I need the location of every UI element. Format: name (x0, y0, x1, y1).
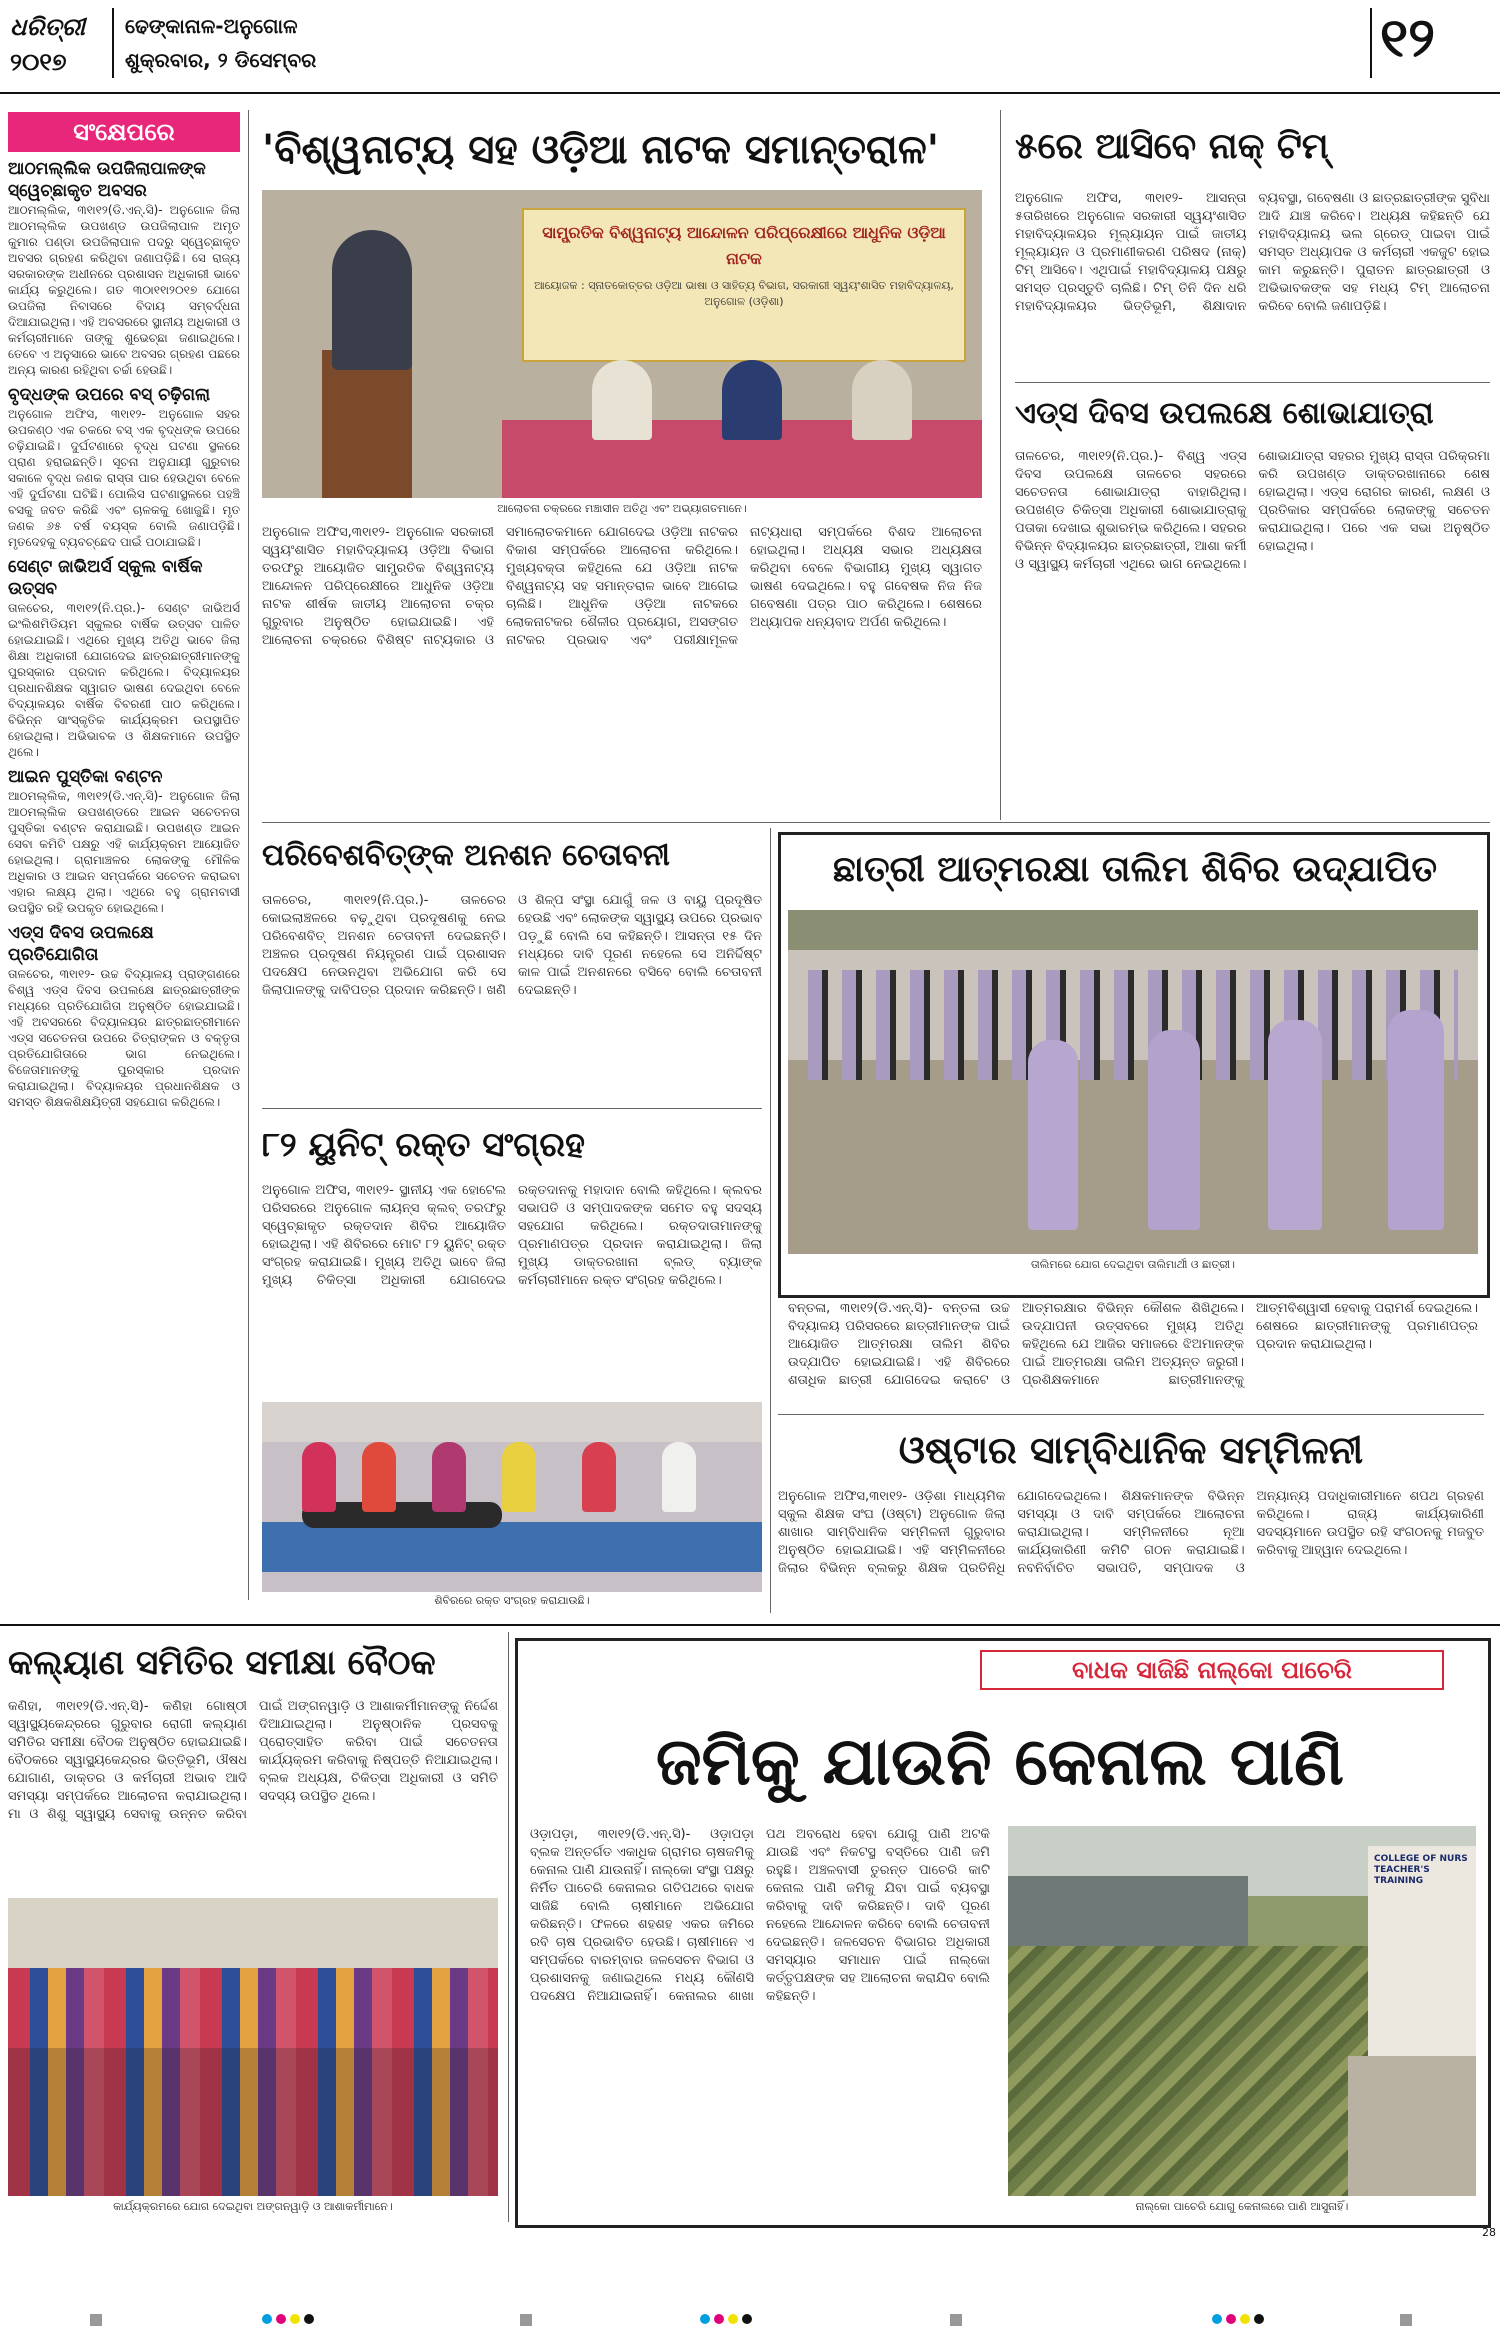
aids-rally-headline: ଏଡ୍ସ ଦିବସ ଉପଲକ୍ଷେ ଶୋଭାଯାତ୍ରା (1015, 396, 1434, 431)
sidebar (8, 112, 240, 1592)
color-dot-black (1254, 2314, 1264, 2324)
masthead-divider (112, 8, 114, 78)
aids-rally-body: ତାଳଚେର, ୩୧ା୧୨(ନି.ପ୍ର.)- ବିଶ୍ୱ ଏଡ୍ସ ଦିବସ ଉପଲକ୍ଷେ ତାଳଚେର ସହରରେ ସଚେତନତା ଶୋଭାଯାତ୍ରା ବାହାରିଥିଲା। ଉପଖଣ୍ଡ ଚିକିତ୍ସା ଅଧିକାରୀ ଶୋଭାଯାତ୍ରାକୁ ପତାକା ଦେଖାଇ ଶୁଭାରମ୍ଭ କରିଥିଲେ। ସହରର ବିଭିନ୍ନ ବିଦ୍ୟାଳୟର ଛାତ୍ରଛାତ୍ରୀ, ଆଶା କର୍ମୀ ଓ ସ୍ୱାସ୍ଥ୍ୟ କର୍ମଚାରୀ ଏଥିରେ ଭାଗ ନେଇଥିଲେ। ଶୋଭାଯାତ୍ରା ସହରର ମୁଖ୍ୟ ରାସ୍ତା ପରିକ୍ରମା କରି ଉପଖଣ୍ଡ ଡାକ୍ତରଖାନାରେ ଶେଷ ହୋଇଥିଲା। ଏଡ୍ସ ରୋଗର କାରଣ, ଲକ୍ଷଣ ଓ ପ୍ରତିକାର ସମ୍ପର୍କରେ ଲୋକଙ୍କୁ ସଚେତନ କରାଯାଇଥିଲା। ପରେ ଏକ ସଭା ଅନୁଷ୍ଠିତ ହୋଇଥିଲା। (1015, 449, 1490, 572)
brief-item (8, 384, 240, 550)
welfare-body: କଣିହା, ୩୧ା୧୨(ଡି.ଏନ୍.ସି)- କଣିହା ଗୋଷ୍ଠୀ ସ୍ୱାସ୍ଥ୍ୟକେନ୍ଦ୍ରରେ ଗୁରୁବାର ରୋଗୀ କଲ୍ୟାଣ ସମିତିର ସମୀକ୍ଷା ବୈଠକ ଅନୁଷ୍ଠିତ ହୋଇଯାଇଛି। ବୈଠକରେ ସ୍ୱାସ୍ଥ୍ୟକେନ୍ଦ୍ରର ଭିତ୍ତିଭୂମି, ଔଷଧ ଯୋଗାଣ, ଡାକ୍ତର ଓ କର୍ମଚାରୀ ଅଭାବ ଆଦି ସମସ୍ୟା ସମ୍ପର୍କରେ ଆଲୋଚନା କରାଯାଇଥିଲା। ମା ଓ ଶିଶୁ ସ୍ୱାସ୍ଥ୍ୟ ସେବାକୁ ଉନ୍ନତ କରିବା ପାଇଁ ଅଙ୍ଗନୱାଡ଼ି ଓ ଆଶାକର୍ମୀମାନଙ୍କୁ ନିର୍ଦ୍ଦେଶ ଦିଆଯାଇଥିଲା। ଅନୁଷ୍ଠାନିକ ପ୍ରସବକୁ ପ୍ରୋତ୍ସାହିତ କରିବା ପାଇଁ ସଚେତନତା କାର୍ଯ୍ୟକ୍ରମ କରିବାକୁ ନିଷ୍ପତ୍ତି ନିଆଯାଇଥିଲା। ବ୍ଲକ ଅଧ୍ୟକ୍ଷ, ଚିକିତ୍ସା ଅଧିକାରୀ ଓ ସମିତି ସଦସ୍ୟ ଉପସ୍ଥିତ ଥିଲେ। (8, 1699, 498, 1822)
color-dot-yellow (1240, 2314, 1250, 2324)
shed-building (1008, 1876, 1248, 1946)
speaker-figure (332, 230, 412, 370)
canal-photo (1008, 1826, 1476, 2196)
welfare-headline: କଲ୍ୟାଣ ସମିତିର ସମୀକ୍ଷା ବୈଠକ (8, 1643, 436, 1683)
color-dot-cyan (1212, 2314, 1222, 2324)
podium (322, 350, 412, 498)
overgrown-canal (1008, 1946, 1368, 2196)
attendee-figure (302, 1442, 336, 1512)
nac-body: ଅନୁଗୋଳ ଅଫିସ, ୩୧ା୧୨- ଆସନ୍ତା ୫ତାରିଖରେ ଅନୁଗୋଳ ସରକାରୀ ସ୍ୱୟଂଶାସିତ ମହାବିଦ୍ୟାଳୟର ମୂଲ୍ୟାୟନ ପାଇଁ ଜାତୀୟ ମୂଲ୍ୟାୟନ ଓ ପ୍ରମାଣୀକରଣ ପରିଷଦ (ନାକ୍) ଟିମ୍ ଆସିବେ। ଏଥିପାଇଁ ମହାବିଦ୍ୟାଳୟ ପକ୍ଷରୁ ସମସ୍ତ ପ୍ରସ୍ତୁତି ଚାଲିଛି। ଟିମ୍ ତିନି ଦିନ ଧରି ମହାବିଦ୍ୟାଳୟର ଭିତ୍ତିଭୂମି, ଶିକ୍ଷାଦାନ ବ୍ୟବସ୍ଥା, ଗବେଷଣା ଓ ଛାତ୍ରଛାତ୍ରୀଙ୍କ ସୁବିଧା ଆଦି ଯାଞ୍ଚ କରିବେ। ଅଧ୍ୟକ୍ଷ କହିଛନ୍ତି ଯେ ମହାବିଦ୍ୟାଳୟ ଭଲ ଗ୍ରେଡ୍ ପାଇବା ପାଇଁ ସମସ୍ତ ଅଧ୍ୟାପକ ଓ କର୍ମଚାରୀ ଏକଜୁଟ ହୋଇ କାମ କରୁଛନ୍ତି। ପୁରାତନ ଛାତ୍ରଛାତ୍ରୀ ଓ ଅଭିଭାବକଙ୍କ ସହ ମଧ୍ୟ ଟିମ୍ ଆଲୋଚନା କରିବେ ବୋଲି ଜଣାପଡ଼ିଛି। (1015, 191, 1490, 314)
attendee-figure (362, 1442, 396, 1512)
banner-strip (262, 1402, 762, 1442)
story-rule (1015, 382, 1490, 383)
college-sign: COLLEGE OF NURS TEACHER'S TRAINING (1374, 1854, 1468, 1886)
brief-body: ଅନୁଗୋଳ ଅଫିସ, ୩୧ା୧୨- ଅନୁଗୋଳ ସହର ଉପକଣ୍ଠ ଏକ ଚକରେ ବସ୍ ଏକ ବୃଦ୍ଧଙ୍କ ଉପରେ ଚଢ଼ିଯାଇଛି। ଦୁର୍ଘଟଣାରେ ବୃଦ୍ଧ ଘଟଣା ସ୍ଥଳରେ ପ୍ରାଣ ହରାଇଛନ୍ତି। ସୂଚନା ଅନୁଯାୟୀ ଗୁରୁବାର ସକାଳେ ବୃଦ୍ଧ ଜଣକ ରାସ୍ତା ପାର ହେଉଥିବା ବେଳେ ଏହି ଦୁର୍ଘଟଣା ଘଟିଛି। ପୋଲିସ ଘଟଣାସ୍ଥଳରେ ପହଞ୍ଚି ବସକୁ ଜବତ କରିଛି ଏବଂ ଚାଳକକୁ ଖୋଜୁଛି। ମୃତ ଜଣକ ୬୫ ବର୍ଷ ବୟସ୍କ ବୋଲି ଜଣାପଡ଼ିଛି। ମୃତଦେହକୁ ବ୍ୟବଚ୍ଛେଦ ପାଇଁ ପଠାଯାଇଛି। (8, 407, 240, 549)
story-rule (778, 1414, 1484, 1415)
color-dot-magenta (276, 2314, 286, 2324)
drama-photo (262, 190, 982, 498)
student-figure (1268, 1020, 1322, 1230)
attendee-figure (582, 1442, 616, 1512)
brief-item (8, 922, 240, 1110)
welfare-caption: କାର୍ଯ୍ୟକ୍ରମରେ ଯୋଗ ଦେଇଥିବା ଅଙ୍ଗନୱାଡ଼ି ଓ ଆଶାକର୍ମୀମାନେ। (113, 2200, 393, 2213)
drama-body: ଅନୁଗୋଳ ଅଫିସ,୩୧ା୧୨- ଅନୁଗୋଳ ସରକାରୀ ସ୍ୱୟଂଶାସିତ ମହାବିଦ୍ୟାଳୟ ଓଡ଼ିଆ ବିଭାଗ ତରଫରୁ ଆୟୋଜିତ ସାମ୍ପ୍ରତିକ ବିଶ୍ୱନାଟ୍ୟ ଆନ୍ଦୋଳନ ପରିପ୍ରେକ୍ଷୀରେ ଆଧୁନିକ ଓଡ଼ିଆ ନାଟକ ଶୀର୍ଷକ ଜାତୀୟ ଆଲୋଚନା ଚକ୍ର ଗୁରୁବାର ଅନୁଷ୍ଠିତ ହୋଇଯାଇଛି। ଏହି ଆଲୋଚନା ଚକ୍ରରେ ବିଶିଷ୍ଟ ନାଟ୍ୟକାର ଓ ସମାଲୋଚକମାନେ ଯୋଗଦେଇ ଓଡ଼ିଆ ନାଟକର ବିକାଶ ସମ୍ପର୍କରେ ଆଲୋଚନା କରିଥିଲେ। ମୁଖ୍ୟବକ୍ତା କହିଥିଲେ ଯେ ଓଡ଼ିଆ ନାଟକ ବିଶ୍ୱନାଟ୍ୟ ସହ ସମାନ୍ତରାଳ ଭାବେ ଆଗେଇ ଚାଲିଛି। ଆଧୁନିକ ଓଡ଼ିଆ ନାଟକରେ ଲୋକନାଟକର ଶୈଳୀର ପ୍ରୟୋଗ, ଅସଙ୍ଗତ ନାଟକର ପ୍ରଭାବ ଏବଂ ପରୀକ୍ଷାମୂଳକ ନାଟ୍ୟଧାରା ସମ୍ପର୍କରେ ବିଶଦ ଆଲୋଚନା ହୋଇଥିଲା। ଅଧ୍ୟକ୍ଷ ସଭାର ଅଧ୍ୟକ୍ଷତା କରିଥିବା ବେଳେ ବିଭାଗୀୟ ମୁଖ୍ୟ ସ୍ୱାଗତ ଭାଷଣ ଦେଇଥିଲେ। ବହୁ ଗବେଷକ ନିଜ ନିଜ ଗବେଷଣା ପତ୍ର ପାଠ କରିଥିଲେ। ଶେଷରେ ଅଧ୍ୟାପକ ଧନ୍ୟବାଦ ଅର୍ପଣ କରିଥିଲେ। (262, 525, 982, 648)
blood-caption: ଶିବିରରେ ରକ୍ତ ସଂଗ୍ରହ କରାଯାଉଛି। (434, 1594, 590, 1607)
hunger-strike-headline: ପରିବେଶବିତ୍‌ଙ୍କ ଅନଶନ ଚେତାବନୀ (262, 838, 670, 873)
column-divider (508, 1632, 509, 2222)
self-defense-caption: ତାଲିମରେ ଯୋଗ ଦେଇଥିବା ତାଲିମାର୍ଥୀ ଓ ଛାତ୍ରୀ। (1031, 1258, 1235, 1271)
oasta-headline: ଓଷ୍ଟାର ସାମ୍ବିଧାନିକ ସମ୍ମିଳନୀ (898, 1428, 1364, 1472)
attendee-figure (662, 1442, 696, 1512)
masthead-date: ଶୁକ୍ରବାର, ୨ ଡିସେମ୍ବର (125, 48, 317, 72)
donor-bed (262, 1522, 762, 1572)
attendee-figure (502, 1442, 536, 1512)
drama-banner-sub: ଆୟୋଜକ : ସ୍ନାତକୋତ୍ତର ଓଡ଼ିଆ ଭାଷା ଓ ସାହିତ୍ୟ ବିଭାଗ, ସରକାରୀ ସ୍ୱୟଂଶାସିତ ମହାବିଦ୍ୟାଳୟ, ଅନୁଗୋଳ (ଓଡ଼ିଶା) (534, 279, 954, 308)
brief-item (8, 766, 240, 916)
section-rule (0, 1624, 1500, 1626)
brief-body: ତାଳଚେର, ୩୧ା୧୨(ନି.ପ୍ର.)- ସେଣ୍ଟ ଜାଭିଅର୍ସ ଇଂଲିଶମିଡିୟମ ସ୍କୁଲର ବାର୍ଷିକ ଉତ୍ସବ ପାଳିତ ହୋଇଯାଇଛି। ଏଥିରେ ମୁଖ୍ୟ ଅତିଥି ଭାବେ ଜିଲା ଶିକ୍ଷା ଅଧିକାରୀ ଯୋଗଦେଇ ଛାତ୍ରଛାତ୍ରୀମାନଙ୍କୁ ପୁରସ୍କାର ପ୍ରଦାନ କରିଥିଲେ। ବିଦ୍ୟାଳୟର ପ୍ରଧାନଶିକ୍ଷକ ସ୍ୱାଗତ ଭାଷଣ ଦେଇଥିବା ବେଳେ ବିଦ୍ୟାଳୟର ବାର୍ଷିକ ବିବରଣୀ ପାଠ କରିଥିଲେ। ବିଭିନ୍ନ ସାଂସ୍କୃତିକ କାର୍ଯ୍ୟକ୍ରମ ଉପସ୍ଥାପିତ ହୋଇଥିଲା। ଅଭିଭାବକ ଓ ଶିକ୍ଷକମାନେ ଉପସ୍ଥିତ ଥିଲେ। (8, 601, 240, 759)
brief-title: ଆଇନ ପୁସ୍ତିକା ବଣ୍ଟନ (8, 767, 163, 787)
student-figure (1028, 1040, 1078, 1230)
tree-line (788, 910, 1478, 950)
student-figure (1148, 1030, 1200, 1230)
masthead-year: ୨୦୧୭ (10, 48, 67, 76)
section-rule (262, 822, 1490, 823)
welfare-photo (8, 1898, 498, 2196)
masthead-rule (0, 92, 1500, 94)
oasta-body: ଅନୁଗୋଳ ଅଫିସ,୩୧ା୧୨- ଓଡ଼ିଶା ମାଧ୍ୟମିକ ସ୍କୁଲ ଶିକ୍ଷକ ସଂଘ (ଓଷ୍ଟା) ଅନୁଗୋଳ ଜିଲା ଶାଖାର ସାମ୍ବିଧାନିକ ସମ୍ମିଳନୀ ଗୁରୁବାର ଅନୁଷ୍ଠିତ ହୋଇଯାଇଛି। ଏହି ସମ୍ମିଳନୀରେ ଜିଲାର ବିଭିନ୍ନ ବ୍ଲକରୁ ଶିକ୍ଷକ ପ୍ରତିନିଧି ଯୋଗଦେଇଥିଲେ। ଶିକ୍ଷକମାନଙ୍କ ବିଭିନ୍ନ ସମସ୍ୟା ଓ ଦାବି ସମ୍ପର୍କରେ ଆଲୋଚନା କରାଯାଇଥିଲା। ସମ୍ମିଳନୀରେ ନୂଆ କାର୍ଯ୍ୟକାରିଣୀ କମିଟି ଗଠନ କରାଯାଇଛି। ନବନିର୍ବାଚିତ ସଭାପତି, ସମ୍ପାଦକ ଓ ଅନ୍ୟାନ୍ୟ ପଦାଧିକାରୀମାନେ ଶପଥ ଗ୍ରହଣ କରିଥିଲେ। ରାଜ୍ୟ କାର୍ଯ୍ୟକାରିଣୀ ସଦସ୍ୟମାନେ ଉପସ୍ଥିତ ରହି ସଂଗଠନକୁ ମଜବୁତ କରିବାକୁ ଆହ୍ୱାନ ଦେଇଥିଲେ। (778, 1489, 1484, 1576)
nac-headline: ୫ରେ ଆସିବେ ନାକ୍ ଟିମ୍ (1015, 126, 1329, 167)
seated-row-shade (8, 2048, 498, 2196)
self-defense-body: ବନ୍ତଳା, ୩୧ା୧୨(ଡି.ଏନ୍.ସି)- ବନ୍ତଳା ଉଚ୍ଚ ବିଦ୍ୟାଳୟ ପରିସରରେ ଛାତ୍ରୀମାନଙ୍କ ପାଇଁ ଆୟୋଜିତ ଆତ୍ମରକ୍ଷା ତାଲିମ ଶିବିର ଉଦ୍‌ଯାପିତ ହୋଇଯାଇଛି। ଏହି ଶିବିରରେ ଶତାଧିକ ଛାତ୍ରୀ ଯୋଗଦେଇ କରାଟେ ଓ ଆତ୍ମରକ୍ଷାର ବିଭିନ୍ନ କୌଶଳ ଶିଖିଥିଲେ। ଉଦ୍‌ଯାପନୀ ଉତ୍ସବରେ ମୁଖ୍ୟ ଅତିଥି କହିଥିଲେ ଯେ ଆଜିର ସମାଜରେ ଝିଅମାନଙ୍କ ପାଇଁ ଆତ୍ମରକ୍ଷା ତାଲିମ ଅତ୍ୟନ୍ତ ଜରୁରୀ। ପ୍ରଶିକ୍ଷକମାନେ ଛାତ୍ରୀମାନଙ୍କୁ ଆତ୍ମବିଶ୍ୱାସୀ ହେବାକୁ ପରାମର୍ଶ ଦେଇଥିଲେ। ଶେଷରେ ଛାତ୍ରୀମାନଙ୍କୁ ପ୍ରମାଣପତ୍ର ପ୍ରଦାନ କରାଯାଇଥିଲା। (788, 1301, 1478, 1388)
wall-backdrop (8, 1898, 498, 1978)
drama-caption: ଆଲୋଚନା ଚକ୍ରରେ ମଞ୍ଚାସୀନ ଅତିଥି ଏବଂ ଅଭ୍ୟାଗତମାନେ। (497, 502, 747, 515)
column-divider (1000, 110, 1001, 820)
color-dot-magenta (1226, 2314, 1236, 2324)
blood-photo (262, 1402, 762, 1592)
story-rule (262, 1108, 762, 1109)
drama-headline: 'ବିଶ୍ୱନାଟ୍ୟ ସହ ଓଡ଼ିଆ ନାଟକ ସମାନ୍ତରାଳ' (262, 127, 939, 173)
guest-figure (852, 360, 912, 440)
brief-title: ସେଣ୍ଟ ଜାଭିଅର୍ସ ସ୍କୁଲ ବାର୍ଷିକ ଉତ୍ସବ (8, 557, 203, 599)
canal-headline: ଜମିକୁ ଯାଉନି କେନାଲ ପାଣି (655, 1723, 1345, 1800)
brief-item (8, 556, 240, 760)
guest-figure (592, 360, 652, 440)
self-defense-photo (788, 910, 1478, 1254)
fence-wall (1348, 2056, 1476, 2196)
color-dot-yellow (728, 2314, 738, 2324)
blood-body: ଅନୁଗୋଳ ଅଫିସ, ୩୧ା୧୨- ସ୍ଥାନୀୟ ଏକ ହୋଟେଲ ପରିସରରେ ଅନୁଗୋଳ ଲାୟନ୍ସ କ୍ଲବ୍ ତରଫରୁ ସ୍ୱେଚ୍ଛାକୃତ ରକ୍ତଦାନ ଶିବିର ଆୟୋଜିତ ହୋଇଥିଲା। ଏହି ଶିବିରରେ ମୋଟ ୮୨ ୟୁନିଟ୍ ରକ୍ତ ସଂଗ୍ରହ କରାଯାଇଛି। ମୁଖ୍ୟ ଅତିଥି ଭାବେ ଜିଲା ମୁଖ୍ୟ ଚିକିତ୍ସା ଅଧିକାରୀ ଯୋଗଦେଇ ରକ୍ତଦାନକୁ ମହାଦାନ ବୋଲି କହିଥିଲେ। କ୍ଲବର ସଭାପତି ଓ ସମ୍ପାଦକଙ୍କ ସମେତ ବହୁ ସଦସ୍ୟ ସହଯୋଗ କରିଥିଲେ। ରକ୍ତଦାତାମାନଙ୍କୁ ପ୍ରମାଣପତ୍ର ପ୍ରଦାନ କରାଯାଇଥିଲା। ଜିଲା ମୁଖ୍ୟ ଡାକ୍ତରଖାନା ବ୍ଲଡ୍ ବ୍ୟାଙ୍କ କର୍ମଚାରୀମାନେ ରକ୍ତ ସଂଗ୍ରହ କରିଥିଲେ। (262, 1183, 762, 1288)
blood-headline: ୮୨ ୟୁନିଟ୍ ରକ୍ତ ସଂଗ୍ରହ (262, 1125, 585, 1165)
color-dot-yellow (290, 2314, 300, 2324)
page-folio: 28 (1482, 2226, 1496, 2239)
page-number-divider (1370, 8, 1372, 78)
print-marks (0, 2310, 1500, 2330)
color-dot-black (304, 2314, 314, 2324)
masthead-edition: ଢେଙ୍କାନାଳ-ଅନୁଗୋଳ (125, 14, 298, 38)
student-row (808, 970, 1458, 1080)
registration-mark (520, 2314, 532, 2326)
brief-item (8, 158, 240, 378)
canal-body: ଓଡ଼ାପଡ଼ା, ୩୧ା୧୨(ଡି.ଏନ୍.ସି)- ଓଡ଼ାପଡ଼ା ବ୍ଲକ ଅନ୍ତର୍ଗତ ଏକାଧିକ ଗ୍ରାମର ଚାଷଜମିକୁ କେନାଲ ପାଣି ଯାଉନାହିଁ। ନାଲ୍‌କୋ ସଂସ୍ଥା ପକ୍ଷରୁ ନିର୍ମିତ ପାଚେରି କେନାଲର ଗତିପଥରେ ବାଧକ ସାଜିଛି ବୋଲି ଚାଷୀମାନେ ଅଭିଯୋଗ କରିଛନ୍ତି। ଫଳରେ ଶହଶହ ଏକର ଜମିରେ ରବି ଚାଷ ପ୍ରଭାବିତ ହେଉଛି। ଚାଷୀମାନେ ଏ ସମ୍ପର୍କରେ ବାରମ୍ବାର ଜଳସେଚନ ବିଭାଗ ଓ ପ୍ରଶାସନକୁ ଜଣାଇଥିଲେ ମଧ୍ୟ କୌଣସି ପଦକ୍ଷେପ ନିଆଯାଇନାହିଁ। କେନାଲର ଶାଖା ପଥ ଅବରୋଧ ହେବା ଯୋଗୁ ପାଣି ଅଟକି ଯାଉଛି ଏବଂ ନିକଟସ୍ଥ ବସ୍ତିରେ ପାଣି ଜମି ରହୁଛି। ଅଞ୍ଚଳବାସୀ ତୁରନ୍ତ ପାଚେରି କାଟି କେନାଲ ପାଣି ଜମିକୁ ଯିବା ପାଇଁ ବ୍ୟବସ୍ଥା କରିବାକୁ ଦାବି କରିଛନ୍ତି। ଦାବି ପୂରଣ ନହେଲେ ଆନ୍ଦୋଳନ କରିବେ ବୋଲି ଚେତାବନୀ ଦେଇଛନ୍ତି। ଜଳସେଚନ ବିଭାଗର ଅଧିକାରୀ ସମସ୍ୟାର ସମାଧାନ ପାଇଁ ନାଲ୍‌କୋ କର୍ତ୍ତୃପକ୍ଷଙ୍କ ସହ ଆଲୋଚନା କରାଯିବ ବୋଲି କହିଛନ୍ତି। (530, 1827, 990, 2004)
brief-title: ଏଡ୍ସ ଦିବସ ଉପଲକ୍ଷେ ପ୍ରତିଯୋଗିତା (8, 923, 154, 965)
color-dot-cyan (700, 2314, 710, 2324)
student-figure (1388, 1010, 1444, 1230)
drama-banner (522, 208, 966, 362)
color-dot-magenta (714, 2314, 724, 2324)
brief-body: ଆଠମଲ୍ଲିକ, ୩୧ା୧୨(ଡି.ଏନ୍.ସି)- ଅନୁଗୋଳ ଜିଲା ଆଠମଲ୍ଲିକ ଉପଖଣ୍ଡରେ ଆଇନ ସଚେତନତା ପୁସ୍ତିକା ବଣ୍ଟନ କରାଯାଇଛି। ଉପଖଣ୍ଡ ଆଇନ ସେବା କମିଟି ପକ୍ଷରୁ ଏହି କାର୍ଯ୍ୟକ୍ରମ ଆୟୋଜିତ ହୋଇଥିଲା। ଗ୍ରାମାଞ୍ଚଳର ଲୋକଙ୍କୁ ମୌଳିକ ଅଧିକାର ଓ ଆଇନ ସମ୍ପର୍କରେ ସଚେତନ କରାଇବା ଏହାର ଲକ୍ଷ୍ୟ ଥିଲା। ଏଥିରେ ବହୁ ଗ୍ରାମବାସୀ ଉପସ୍ଥିତ ରହି ଉପକୃତ ହୋଇଥିଲେ। (8, 789, 240, 915)
canal-kicker: ବାଧକ ସାଜିଛି ନାଲ୍‌କୋ ପାଚେରି (980, 1650, 1444, 1690)
self-defense-headline: ଛାତ୍ରୀ ଆତ୍ମରକ୍ଷା ତାଲିମ ଶିବିର ଉଦ୍‌ଯାପିତ (832, 849, 1438, 890)
registration-mark (1400, 2314, 1412, 2326)
brief-title: ଆଠମଲ୍ଲିକ ଉପଜିଲାପାଳଙ୍କ ସ୍ୱେଚ୍ଛାକୃତ ଅବସର (8, 159, 206, 201)
guest-figure (722, 360, 782, 440)
sidebar-label: ସଂକ୍ଷେପରେ (8, 112, 240, 152)
sidebar-divider (248, 110, 249, 1600)
brief-body: ତାଳଚେର, ୩୧ା୧୨- ଉଚ୍ଚ ବିଦ୍ୟାଳୟ ପ୍ରାଙ୍ଗଣରେ ବିଶ୍ୱ ଏଡ୍ସ ଦିବସ ଉପଲକ୍ଷେ ଛାତ୍ରଛାତ୍ରୀଙ୍କ ମଧ୍ୟରେ ପ୍ରତିଯୋଗିତା ଅନୁଷ୍ଠିତ ହୋଇଯାଇଛି। ଏହି ଅବସରରେ ବିଦ୍ୟାଳୟର ଛାତ୍ରଛାତ୍ରୀମାନେ ଏଡ୍ସ ସଚେତନତା ଉପରେ ଚିତ୍ରାଙ୍କନ ଓ ବକ୍ତୃତା ପ୍ରତିଯୋଗିତାରେ ଭାଗ ନେଇଥିଲେ। ବିଜେତାମାନଙ୍କୁ ପୁରସ୍କାର ପ୍ରଦାନ କରାଯାଇଥିଲା। ବିଦ୍ୟାଳୟର ପ୍ରଧାନଶିକ୍ଷକ ଓ ସମସ୍ତ ଶିକ୍ଷକଶିକ୍ଷୟିତ୍ରୀ ସହଯୋଗ କରିଥିଲେ। (8, 967, 240, 1109)
drama-banner-title: ସାମ୍ପ୍ରତିକ ବିଶ୍ୱନାଟ୍ୟ ଆନ୍ଦୋଳନ ପରିପ୍ରେକ୍ଷୀରେ ଆଧୁନିକ ଓଡ଼ିଆ ନାଟକ (542, 223, 946, 268)
brief-body: ଆଠମଲ୍ଲିକ, ୩୧ା୧୨(ଡି.ଏନ୍.ସି)- ଅନୁଗୋଳ ଜିଲା ଆଠମଲ୍ଲିକ ଉପଖଣ୍ଡ ଉପଜିଲାପାଳ ଅମୃତ କୁମାର ପଣ୍ଡା ଉପଜିଲାପାଳ ପଦରୁ ସ୍ୱେଚ୍ଛାକୃତ ଅବସର ଗ୍ରହଣ କରିଥିବା ଜଣାପଡ଼ିଛି। ସେ ରାଜ୍ୟ ସରକାରଙ୍କ ଅଧୀନରେ ପ୍ରଶାସନ ଅଧିକାରୀ ଭାବେ କାର୍ଯ୍ୟ କରୁଥିଲେ। ଗତ ୩୦ା୧୧ା୨୦୧୭ ଯୋଗେ ଉପଜିଲା ନିବାସରେ ବିଦାୟ ସମ୍ବର୍ଦ୍ଧନା ଦିଆଯାଇଥିଲା। ଏହି ଅବସରରେ ସ୍ଥାନୀୟ ଅଧିକାରୀ ଓ କର୍ମଚାରୀମାନେ ତାଙ୍କୁ ଶୁଭେଚ୍ଛା ଜଣାଇଥିଲେ। ତେବେ ଏ ଅନୁସାରେ ଭାବେ ଅବସର ଗ୍ରହଣ ପଛରେ ଅନ୍ୟ କାରଣ ରହିଥିବା ଚର୍ଚ୍ଚା ହେଉଛି। (8, 203, 240, 377)
registration-mark (90, 2314, 102, 2326)
registration-mark (950, 2314, 962, 2326)
masthead (0, 0, 1500, 96)
page-number: ୧୨ (1380, 6, 1436, 69)
hunger-strike-body: ତାଳଚେର, ୩୧ା୧୨(ନି.ପ୍ର.)- ତାଳଚେର କୋଇଲାଞ୍ଚଳରେ ବଢ଼ୁଥିବା ପ୍ରଦୂଷଣକୁ ନେଇ ପରିବେଶବିତ୍ ଅନଶନ ଚେତାବନୀ ଦେଇଛନ୍ତି। ଅଞ୍ଚଳର ପ୍ରଦୂଷଣ ନିୟନ୍ତ୍ରଣ ପାଇଁ ପ୍ରଶାସନ ପଦକ୍ଷେପ ନେଉନଥିବା ଅଭିଯୋଗ କରି ସେ ଜିଲାପାଳଙ୍କୁ ଦାବିପତ୍ର ପ୍ରଦାନ କରିଛନ୍ତି। ଖଣି ଓ ଶିଳ୍ପ ସଂସ୍ଥା ଯୋଗୁଁ ଜଳ ଓ ବାୟୁ ପ୍ରଦୂଷିତ ହେଉଛି ଏବଂ ଲୋକଙ୍କ ସ୍ୱାସ୍ଥ୍ୟ ଉପରେ ପ୍ରଭାବ ପଡ଼ୁଛି ବୋଲି ସେ କହିଛନ୍ତି। ଆସନ୍ତା ୧୫ ଦିନ ମଧ୍ୟରେ ଦାବି ପୂରଣ ନହେଲେ ସେ ଅନିର୍ଦ୍ଦିଷ୍ଟ କାଳ ପାଇଁ ଅନଶନରେ ବସିବେ ବୋଲି ଚେତାବନୀ ଦେଇଛନ୍ତି। (262, 893, 762, 998)
column-divider (770, 828, 771, 1613)
brief-title: ବୃଦ୍ଧଙ୍କ ଉପରେ ବସ୍ ଚଢ଼ିଗଲା (8, 385, 211, 405)
color-dot-black (742, 2314, 752, 2324)
masthead-brand: ଧରିତ୍ରୀ (10, 12, 85, 41)
canal-caption: ନାଲ୍‌କୋ ପାଚେରି ଯୋଗୁ କେନାଲରେ ପାଣି ଆସୁନାହିଁ। (1135, 2200, 1349, 2213)
attendee-figure (432, 1442, 466, 1512)
field-ground (788, 1060, 1478, 1254)
color-dot-cyan (262, 2314, 272, 2324)
